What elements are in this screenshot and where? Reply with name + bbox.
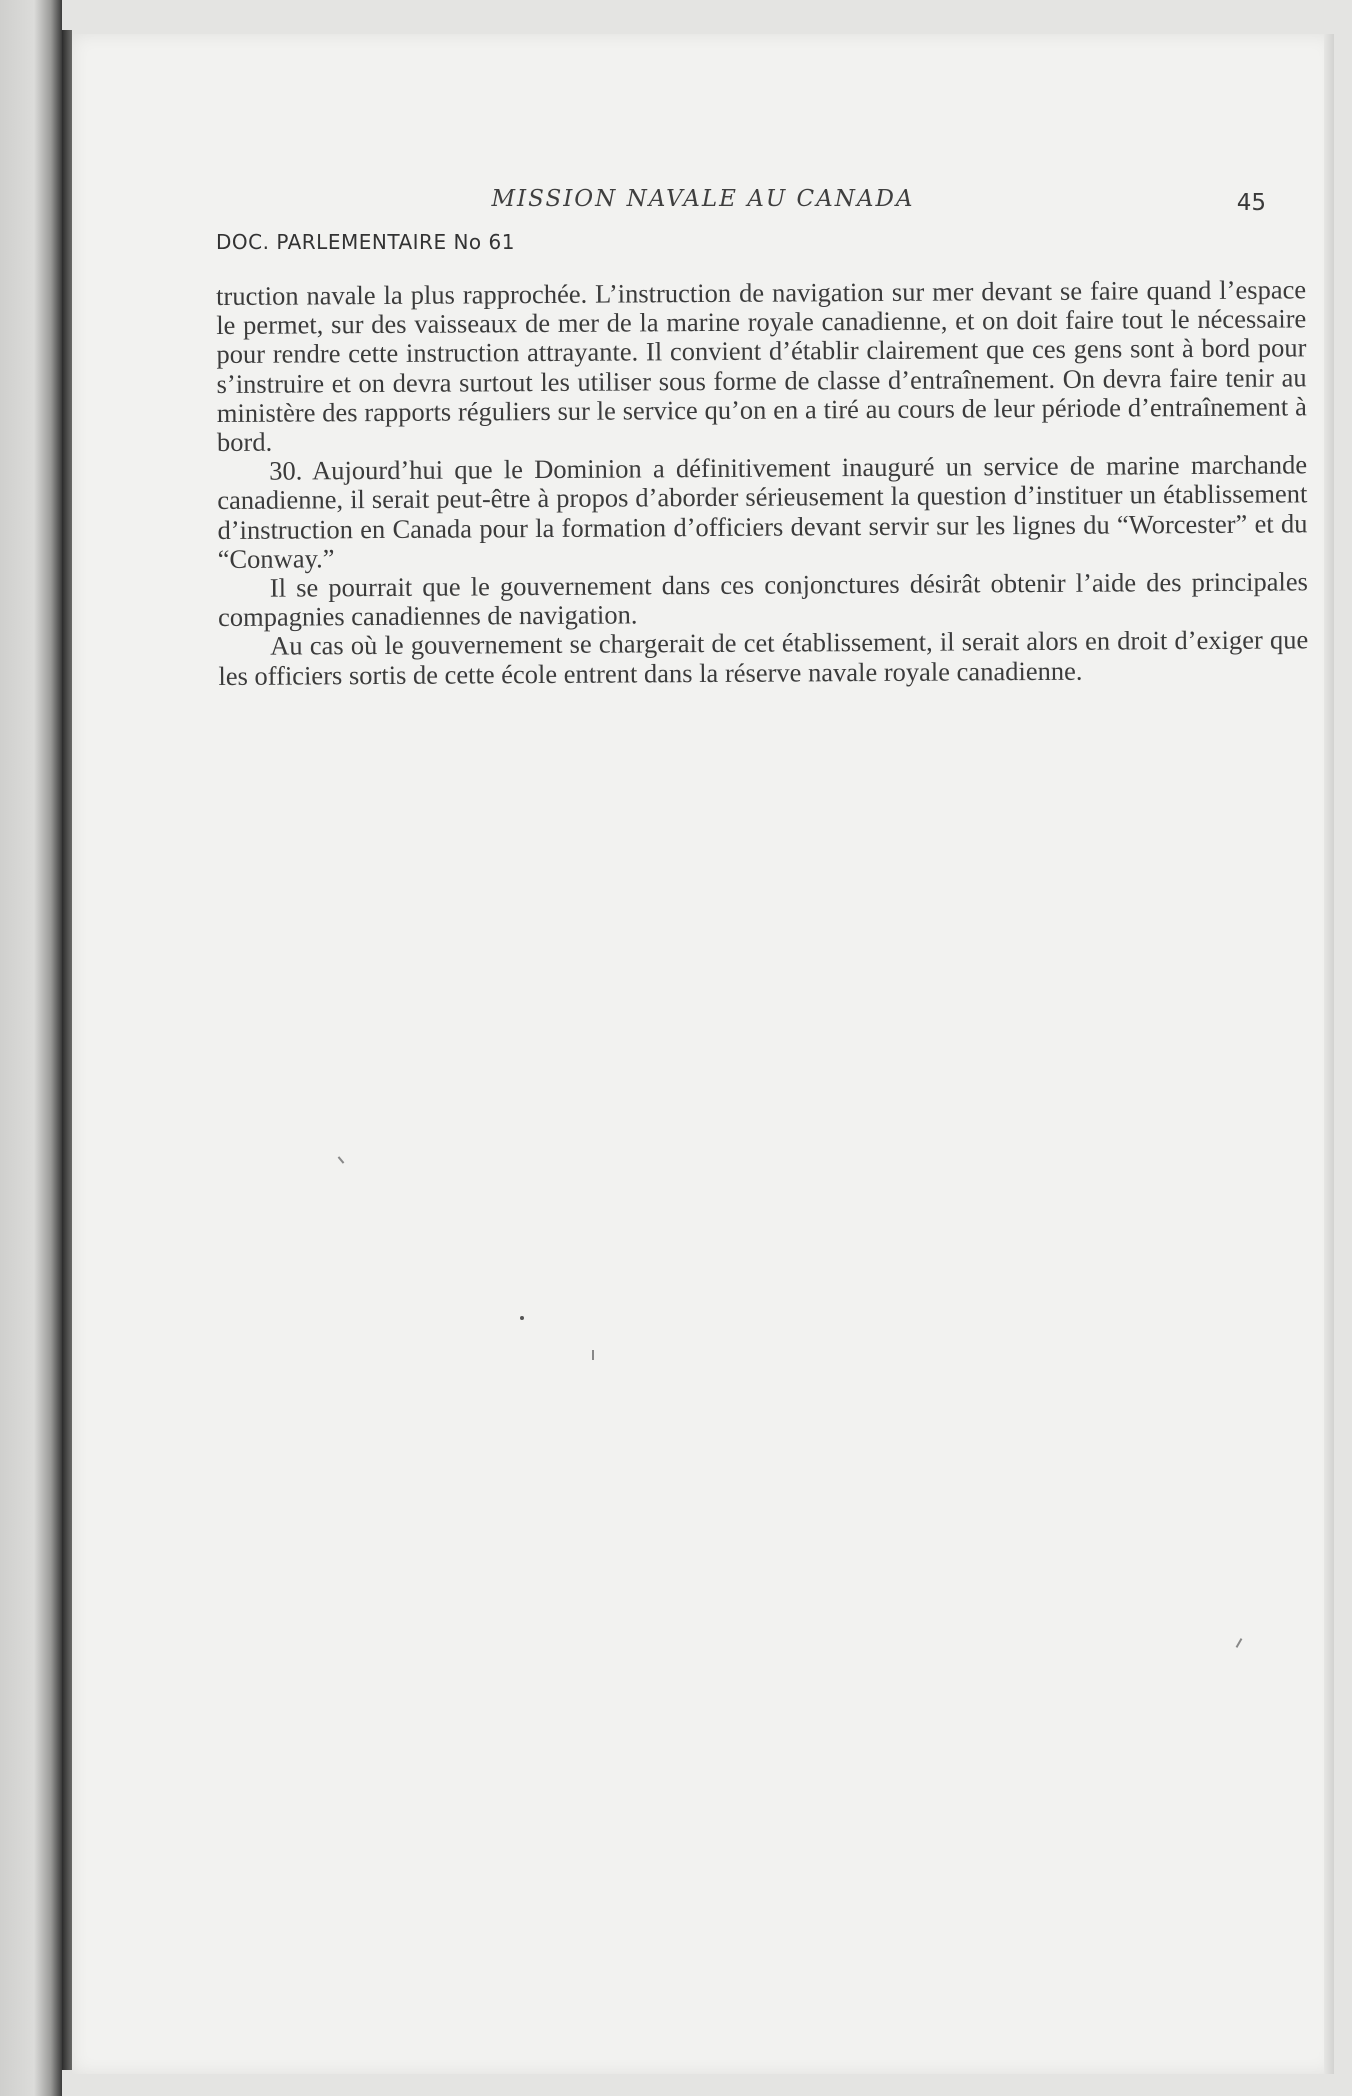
paragraph-government-aid: Il se pourrait que le gouvernement dans ces conjonctures désirât obtenir l’aide des principales compagnies canadiennes de navigation. <box>217 566 1308 633</box>
paragraph-continued: truction navale la plus rapprochée. L’instruction de navigation sur mer devant se faire quand l’espace le permet, sur des vaisseaux de mer de la marine royale canadienne, et on doit faire tout le nécessaire pour rendre cette instruction attrayante. Il convient d’établir clairement que ces gens sont à bord pour s’instruire et on devra surtout les utiliser sous forme de classe d’entraînement. On devra faire tenir au ministère des rapports réguliers sur le service qu’on en a tiré au cours de leur période d’entraînement à bord. <box>215 274 1307 458</box>
running-title: MISSION NAVALE AU CANADA <box>491 186 915 212</box>
paragraph-30: 30. Aujourd’hui que le Dominion a définitivement inauguré un service de marine marchande canadienne, il serait peut-être à propos d’aborder sérieusement la question d’instituer un établissement d’instruction en Canada pour la formation d’officiers devant servir sur les lignes du “Worcester” et du “Conway.” <box>217 449 1308 574</box>
scan-mark <box>1236 1638 1243 1648</box>
page-right-edge <box>1324 34 1334 2074</box>
document-reference: DOC. PARLEMENTAIRE No 61 <box>216 230 515 254</box>
body-text <box>216 275 1308 690</box>
document-page <box>72 34 1334 2074</box>
page-number: 45 <box>1236 190 1266 216</box>
paragraph-naval-reserve: Au cas où le gouvernement se chargerait de cet établissement, il serait alors en droit d’exiger que les officiers sortis de cette école entrent dans la réserve navale royale canadienne. <box>218 624 1309 691</box>
previous-page-edge <box>0 0 62 2096</box>
book-spine-shadow <box>62 30 72 2070</box>
scan-mark <box>338 1156 345 1163</box>
scan-speck <box>520 1316 524 1320</box>
scan-mark <box>592 1350 594 1360</box>
